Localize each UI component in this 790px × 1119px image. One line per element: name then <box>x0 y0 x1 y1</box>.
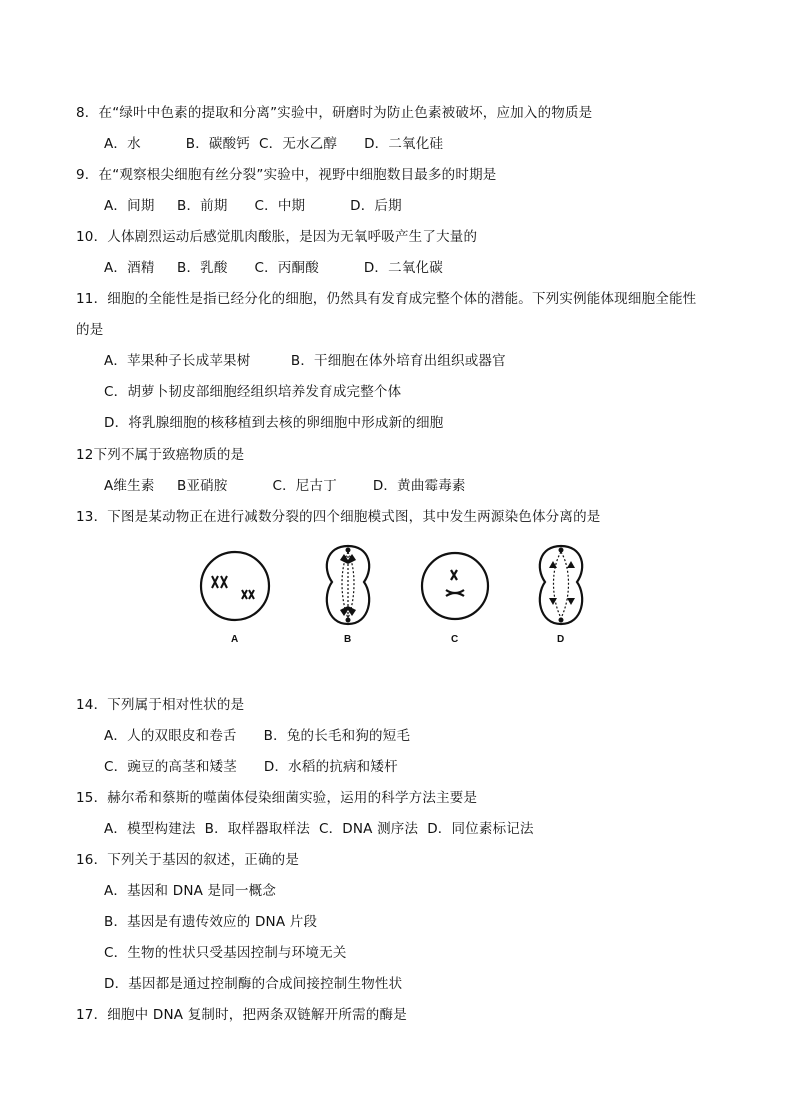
question-9-options: A．间期 B．前期 C．中期 D．后期 <box>104 198 402 214</box>
cell-a-membrane <box>201 552 269 620</box>
cell-d-chromosomes <box>549 548 575 623</box>
question-14-options-cd: C．豌豆的高茎和矮茎 D．水稻的抗病和矮杆 <box>104 759 398 775</box>
question-12-stem: 12下列不属于致癌物质的是 <box>76 447 245 463</box>
question-10-stem: 10．人体剧烈运动后感觉肌肉酸胀，是因为无氧呼吸产生了大量的 <box>76 229 478 245</box>
cell-a-chromosomes <box>212 576 254 599</box>
question-17-stem: 17．细胞中 DNA 复制时，把两条双链解开所需的酶是 <box>76 1007 407 1023</box>
question-10-options: A．酒精 B．乳酸 C．丙酮酸 D．二氧化碳 <box>104 260 443 276</box>
cell-d-label: D <box>557 634 565 645</box>
cell-d-spindle <box>554 552 569 618</box>
meiosis-cells-drawing <box>190 538 590 633</box>
question-16-option-a: A．基因和 DNA 是同一概念 <box>104 883 277 899</box>
question-11-option-d: D．将乳腺细胞的核移植到去核的卵细胞中形成新的细胞 <box>104 415 444 431</box>
question-14-stem: 14．下列属于相对性状的是 <box>76 697 245 713</box>
cell-d-membrane <box>540 546 582 624</box>
question-11-stem-cont: 的是 <box>76 322 104 338</box>
question-13-stem: 13．下图是某动物正在进行减数分裂的四个细胞模式图，其中发生两源染色体分离的是 <box>76 509 601 525</box>
question-16-option-c: C．生物的性状只受基因控制与环境无关 <box>104 945 347 961</box>
cell-c-chromosomes <box>446 570 464 596</box>
cell-a-label: A <box>231 634 239 645</box>
cell-b-label: B <box>344 634 352 645</box>
question-11-options-ab: A．苹果种子长成苹果树 B．干细胞在体外培育出组织或器官 <box>104 353 506 369</box>
question-11-option-c: C．胡萝卜韧皮部细胞经组织培养发育成完整个体 <box>104 384 402 400</box>
cell-c-membrane <box>422 553 488 619</box>
question-8-stem: 8．在“绿叶中色素的提取和分离”实验中，研磨时为防止色素被破坏，应加入的物质是 <box>76 105 593 121</box>
question-16-stem: 16．下列关于基因的叙述，正确的是 <box>76 852 300 868</box>
question-14-options-ab: A．人的双眼皮和卷舌 B．兔的长毛和狗的短毛 <box>104 728 411 744</box>
cell-c-label: C <box>451 634 459 645</box>
question-16-option-d: D．基因都是通过控制酶的合成间接控制生物性状 <box>104 976 403 992</box>
question-15-stem: 15．赫尔希和蔡斯的噬菌体侵染细菌实验，运用的科学方法主要是 <box>76 790 478 806</box>
question-8-options: A．水 B．碳酸钙 C．无水乙醇 D．二氧化硅 <box>104 136 444 152</box>
meiosis-cells-figure <box>190 538 590 648</box>
question-9-stem: 9．在“观察根尖细胞有丝分裂”实验中，视野中细胞数目最多的时期是 <box>76 167 497 183</box>
question-11-stem: 11．细胞的全能性是指已经分化的细胞，仍然具有发育成完整个体的潜能。下列实例能体现细胞全能性 <box>76 291 697 307</box>
question-16-option-b: B．基因是有遗传效应的 DNA 片段 <box>104 914 318 930</box>
question-15-options: A．模型构建法 B．取样器取样法 C．DNA 测序法 D．同位素标记法 <box>104 821 534 837</box>
question-12-options: A维生素 B亚硝胺 C．尼古丁 D．黄曲霉毒素 <box>104 478 466 494</box>
